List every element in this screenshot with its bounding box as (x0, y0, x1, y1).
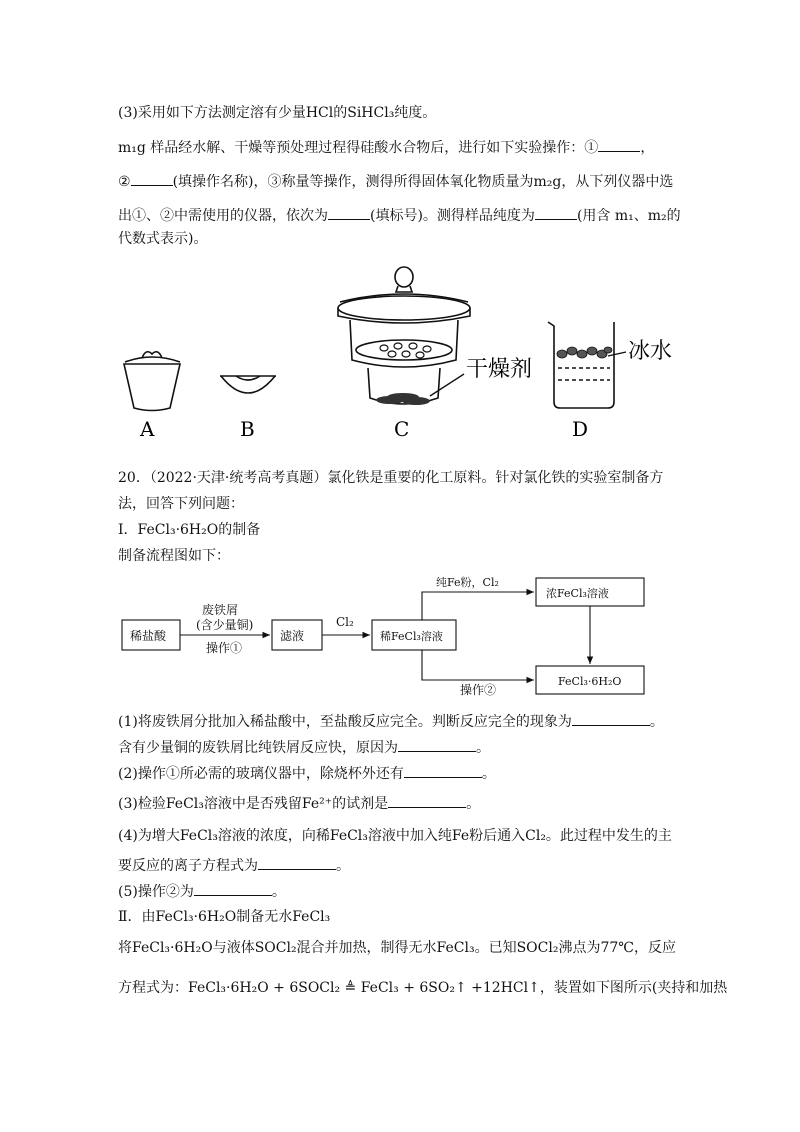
answer-blank-op1[interactable] (598, 137, 640, 152)
part3-line2 (118, 137, 654, 158)
flow-arrow1-bottom: 操作① (206, 641, 243, 655)
answer-blank-op2[interactable] (131, 171, 173, 186)
crucible-icon (124, 352, 180, 411)
q20-sub1b (118, 737, 490, 758)
part3-line3-label: ② (118, 174, 131, 190)
part3-line3 (118, 171, 673, 192)
q20-sub1b-end: 。 (476, 740, 490, 756)
q20-sub4b (118, 855, 350, 876)
flow-box2-label: 滤液 (280, 629, 305, 643)
q20-sub1a (118, 711, 664, 732)
q20-section2-title: Ⅱ．由FeCl₃·6H₂O制备无水FeCl₃ (118, 909, 331, 925)
flow-arrow-lower (422, 650, 534, 680)
flow-box1-label: 稀盐酸 (130, 629, 167, 643)
flow-box3-label: 稀FeCl₃溶液 (380, 630, 443, 643)
label-drying-agent: 干燥剂 (466, 357, 533, 382)
q20-sub4a: (4)为增大FeCl₃溶液的浓度，向稀FeCl₃溶液中加入纯Fe粉后通入Cl₂。此过程中发生的主 (118, 828, 672, 844)
flow-arrow1-top1: 废铁屑 (202, 603, 239, 617)
flowchart (110, 570, 650, 700)
label-c: C (394, 417, 410, 441)
q20-sub1a-end: 。 (649, 714, 664, 730)
q20-sub2-text: (2)操作①所必需的玻璃仪器中，除烧杯外还有 (118, 766, 404, 782)
label-b: B (240, 417, 255, 441)
flow-box4-label: 浓FeCl₃溶液 (546, 587, 609, 600)
desiccant-pointer-line (430, 374, 464, 396)
q20-sub5-text: (5)操作②为 (118, 884, 194, 900)
q20-sub3-end: 。 (466, 796, 481, 812)
q20-section2-line1: 将FeCl₃·6H₂O与液体SOCl₂混合并加热，制得无水FeCl₃。已知SOCl₂沸点为77℃，反应 (118, 940, 676, 956)
label-d: D (572, 417, 589, 441)
answer-blank-3[interactable] (388, 793, 466, 808)
part3-line4 (118, 205, 681, 226)
q20-sub5 (118, 881, 286, 902)
part3-line2-text: m₁g 样品经水解、干燥等预处理过程得硅酸水合物后，进行如下实验操作：① (118, 140, 599, 156)
q20-section1-title: Ⅰ．FeCl₃·6H₂O的制备 (118, 522, 261, 538)
q20-sub1b-text: 含有少量铜的废铁屑比纯铁屑反应快，原因为 (118, 740, 398, 756)
part3-line4-end: (用含 m₁、m₂的 (576, 208, 681, 224)
q20-sub2-end: 。 (481, 766, 496, 782)
part3-line1: (3)采用如下方法测定溶有少量HCl的SiHCl₃纯度。 (118, 105, 437, 121)
flow-arrow-upper (422, 592, 534, 620)
q20-flow-intro: 制备流程图如下： (118, 548, 230, 564)
q20-line2: 法，回答下列问题： (118, 496, 244, 512)
q20-line1: 20．（2022·天津·统考高考真题）氯化铁是重要的化工原料。针对氯化铁的实验室制备方 (118, 470, 664, 486)
part3-line5: 代数式表示)。 (118, 231, 208, 247)
label-ice-water: 冰水 (628, 339, 673, 364)
answer-blank-2[interactable] (404, 763, 482, 778)
answer-blank-1b[interactable] (398, 737, 476, 752)
part3-line2-end: ， (640, 140, 655, 156)
flow-arrow2-top: Cl₂ (336, 615, 354, 629)
flow-lower-arrow-label: 操作② (460, 683, 497, 697)
flow-box5-label: FeCl₃·6H₂O (558, 675, 622, 688)
q20-sub3 (118, 793, 480, 814)
flow-upper-arrow-label: 纯Fe粉，Cl₂ (436, 576, 499, 589)
q20-sub4b-end: 。 (336, 858, 350, 874)
label-a: A (140, 417, 155, 441)
answer-blank-5[interactable] (194, 881, 272, 896)
q20-section2-line2: 方程式为：FeCl₃·6H₂O + 6SOCl₂ ≜ FeCl₃ + 6SO₂↑ +12HCl↑，装置如下图所示(夹持和加热 (118, 980, 728, 996)
apparatus-figure (100, 250, 673, 445)
answer-blank-instruments[interactable] (328, 205, 370, 220)
q20-sub2 (118, 763, 496, 784)
ice-cubes (557, 347, 612, 358)
flow-arrow1-top2: (含少量铜) (196, 618, 254, 632)
answer-blank-purity[interactable] (535, 205, 577, 220)
part3-line4-mid: (填标号)。测得样品纯度为 (370, 208, 535, 224)
desiccator-plate-holes (380, 343, 431, 358)
beaker-icon (548, 322, 614, 408)
q20-sub3-text: (3)检验FeCl₃溶液中是否残留Fe²⁺的试剂是 (118, 796, 389, 812)
evaporating-dish-icon (220, 376, 276, 393)
part3-line3-text: (填操作名称)，③称量等操作，测得所得固体氧化物质量为m₂g，从下列仪器中选 (172, 174, 674, 190)
answer-blank-1a[interactable] (572, 711, 650, 726)
answer-blank-4[interactable] (258, 855, 336, 870)
q20-sub4b-text: 要反应的离子方程式为 (118, 858, 258, 874)
part3-line4-text: 出①、②中需使用的仪器，依次为 (118, 208, 328, 224)
q20-sub5-end: 。 (271, 884, 286, 900)
q20-sub1a-text: (1)将废铁屑分批加入稀盐酸中，至盐酸反应完全。判断反应完全的现象为 (118, 714, 572, 730)
